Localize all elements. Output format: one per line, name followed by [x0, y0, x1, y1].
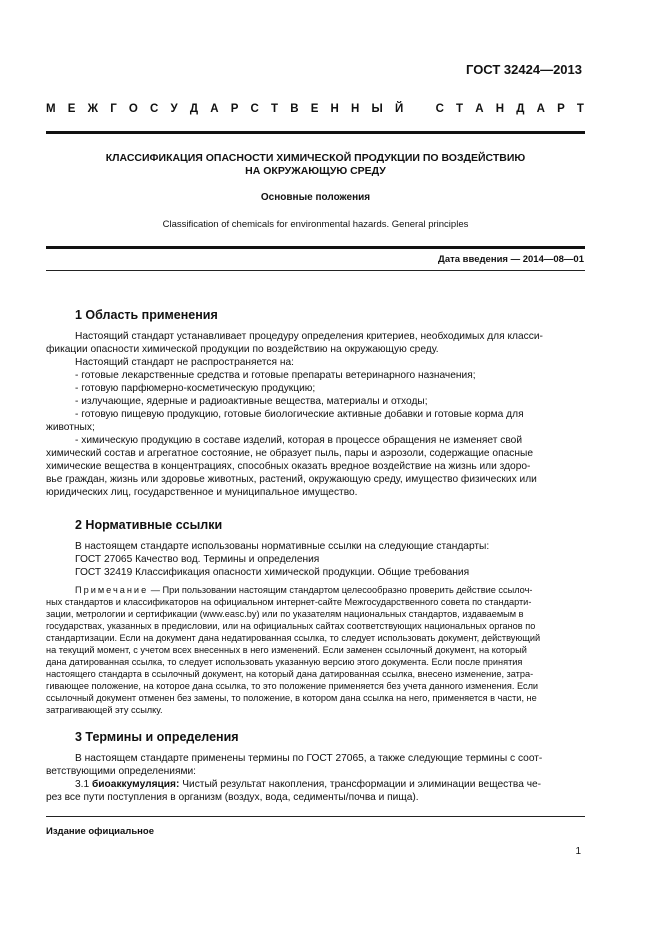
title-rule — [46, 246, 585, 249]
term-name: биоаккумуляция: — [92, 779, 180, 790]
standard-kind-letter: Й — [394, 103, 404, 115]
s3-term-line1 — [46, 778, 583, 791]
header-rule — [46, 131, 585, 134]
s1-p1-line2: фикации опасности химической продукции по воздействию на окружающую среду. — [46, 344, 439, 355]
document-title — [46, 152, 585, 178]
s3-p1-line2: ветствующими определениями: — [46, 766, 196, 777]
title-line-1: КЛАССИФИКАЦИЯ ОПАСНОСТИ ХИМИЧЕСКОЙ ПРОДУКЦИИ ПО ВОЗДЕЙСТВИЮ — [105, 152, 526, 164]
introduction-date: Дата введения — 2014—08—01 — [438, 254, 584, 265]
s2-ref-1: ГОСТ 27065 Качество вод. Термины и определения — [75, 554, 320, 565]
standard-kind-letter: Т — [576, 103, 584, 115]
standard-kind-letter: У — [170, 103, 178, 115]
standard-kind-letter: В — [290, 103, 299, 115]
standard-kind-letter: Н — [330, 103, 339, 115]
standard-kind-letter: С — [250, 103, 259, 115]
standard-kind-letter: Е — [67, 103, 76, 115]
note-line-3: зации, метрологии и сертификации (www.easc.by) или по указателям национальных стандартов, издаваемым в — [46, 609, 524, 619]
section-2-heading: 2 Нормативные ссылки — [75, 518, 223, 532]
standard-kind-letter: Н — [351, 103, 360, 115]
note-line-10: ссылочный документ отменен без замены, то положение, в котором дана ссылка на него, применяется в части, не — [46, 693, 537, 703]
standard-kind-letter: А — [475, 103, 484, 115]
s1-item-5-line5: юридических лиц, государственное и муниципальное имущество. — [46, 487, 358, 498]
note-label: Примечание — [75, 585, 149, 595]
standard-kind-letter: Ы — [371, 103, 383, 115]
note-line-1 — [46, 584, 583, 596]
s1-p2: Настоящий стандарт не распространяется на: — [75, 357, 295, 368]
note-line-11: затрагивающей эту ссылку. — [46, 705, 163, 715]
standard-kind-letter: Р — [557, 103, 565, 115]
s1-p1-line1: Настоящий стандарт устанавливает процедуру определения критериев, необходимых для класси- — [75, 331, 543, 342]
section-3-body — [46, 752, 583, 804]
standard-kind-letter: О — [128, 103, 138, 115]
s1-item-1: - готовые лекарственные средства и готовые препараты ветеринарного назначения; — [75, 370, 476, 381]
standard-kind-letter: Е — [310, 103, 319, 115]
s1-item-5-line1: - химическую продукцию в составе изделий, которая в процессе обращения не изменяет свой — [75, 435, 523, 446]
s2-ref-2: ГОСТ 32419 Классификация опасности химической продукции. Общие требования — [75, 567, 470, 578]
term-number: 3.1 — [75, 779, 92, 790]
official-edition-label: Издание официальное — [46, 826, 154, 837]
s1-item-4-line1: - готовую пищевую продукцию, готовые биологические активные добавки и готовые корма для — [75, 409, 524, 420]
standard-kind-heading — [46, 103, 584, 115]
note-line-6: на текущий момент, с учетом всех внесенных в него изменений. Если заменен ссылочный документ, на который — [46, 645, 527, 655]
s1-item-5-line2: химический состав и агрегатное состояние, не образует пыль, пары и аэрозоли, содержащие опасные — [46, 448, 533, 459]
note-line-8: настоящего стандарта в ссылочный документ, на который дана датированная ссылка, внесено изменение, затра- — [46, 669, 534, 679]
note-line-7: дана датированная ссылка, то следует использовать указанную версию этого документа. Если после принятия — [46, 657, 523, 667]
term-definition: Чистый результат накопления, трансформации и элиминации вещества че- — [179, 779, 542, 790]
section-2-note — [46, 584, 583, 716]
standard-kind-letter: Р — [230, 103, 239, 115]
section-3-heading: 3 Термины и определения — [75, 730, 239, 744]
s2-p1: В настоящем стандарте использованы нормативные ссылки на следующие стандарты: — [75, 541, 490, 552]
note-line-2: ных стандартов и классификаторов на официальном интернет-сайте Межгосударственного совета по стандарти- — [46, 597, 532, 607]
s3-term-line2: рез все пути поступления в организм (воздух, вода, седименты/почва и пища). — [46, 792, 419, 803]
document-subtitle: Основные положения — [260, 192, 371, 203]
standard-kind-letter: М — [46, 103, 56, 115]
date-rule — [46, 270, 585, 271]
standard-kind-letter: Ж — [87, 103, 99, 115]
standard-kind-letter: Д — [189, 103, 199, 115]
s1-item-4-line2: животных; — [46, 422, 95, 433]
note-line-4: государствах, указанных в предисловии, или на официальных сайтах соответствующих национальных органов по — [46, 621, 536, 631]
standard-kind-letter: С — [435, 103, 444, 115]
standard-kind-letter: Г — [110, 103, 117, 115]
s1-item-5-line3: химические вещества в концентрациях, способных оказать вредное воздействие на жизнь или здоро- — [46, 461, 531, 472]
note-first-text: — При пользовании настоящим стандартом целесообразно проверить действие ссылоч- — [148, 585, 533, 595]
standard-kind-letter: Т — [456, 103, 464, 115]
standard-kind-letter: С — [150, 103, 159, 115]
note-line-5: стандартизации. Если на документ дана недатированная ссылка, то следует использовать документ, действующий — [46, 633, 541, 643]
standard-kind-letter: Т — [271, 103, 279, 115]
footer-rule — [46, 816, 585, 817]
note-line-9: гивающее положение, на которое дана ссылка, то это положение применяется без учета данного изменения. Если — [46, 681, 539, 691]
s1-item-3: - излучающие, ядерные и радиоактивные вещества, материалы и отходы; — [75, 396, 428, 407]
standard-kind-letter: Н — [495, 103, 505, 115]
s3-p1-line1: В настоящем стандарте применены термины по ГОСТ 27065, а также следующие термины с соот- — [75, 753, 543, 764]
document-code: ГОСТ 32424—2013 — [466, 62, 582, 77]
standard-kind-letter — [415, 103, 423, 115]
standard-kind-letter: Д — [516, 103, 525, 115]
standard-kind-letter: А — [536, 103, 545, 115]
standard-kind-letter: А — [210, 103, 219, 115]
title-line-2: НА ОКРУЖАЮЩУЮ СРЕДУ — [245, 165, 386, 177]
english-title: Classification of chemicals for environmental hazards. General principles — [162, 219, 469, 230]
section-1-heading: 1 Область применения — [75, 308, 218, 322]
s1-item-2: - готовую парфюмерно-косметическую продукцию; — [75, 383, 316, 394]
s1-item-5-line4: вье граждан, жизнь или здоровье животных, растений, окружающую среду, имущество физических или — [46, 474, 537, 485]
section-2-body — [46, 540, 583, 579]
page-number: 1 — [575, 846, 581, 857]
section-1-body — [46, 330, 583, 499]
